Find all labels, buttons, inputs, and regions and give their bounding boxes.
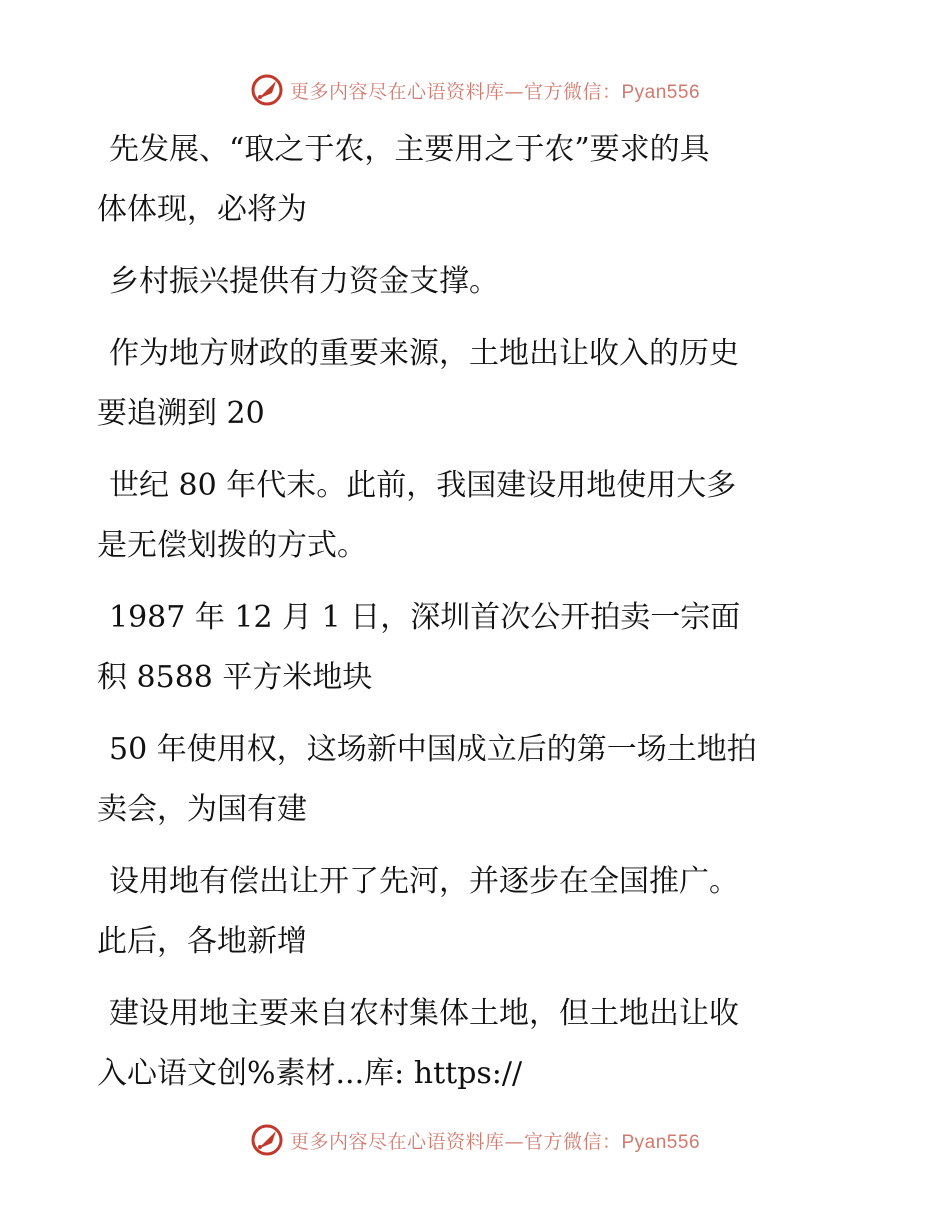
banner-text: 更多内容尽在心语资料库—官方微信：Pyan556 xyxy=(289,80,701,103)
text-line: 设用地有偿出让开了先河，并逐步在全国推广。 xyxy=(109,864,739,899)
quill-logo-icon xyxy=(250,73,284,107)
text-line: 要追溯到 20 xyxy=(97,396,265,431)
paragraph xyxy=(97,324,857,444)
text-line: 卖会，为国有建 xyxy=(97,792,307,827)
header-banner xyxy=(0,70,950,110)
text-line: 乡村振兴提供有力资金支撑。 xyxy=(109,264,499,299)
text-line: 作为地方财政的重要来源，土地出让收入的历史 xyxy=(109,336,739,371)
text-line: 积 8588 平方米地块 xyxy=(97,660,373,695)
text-line: 建设用地主要来自农村集体土地，但土地出让收 xyxy=(109,996,739,1031)
quill-logo-icon xyxy=(250,1123,284,1157)
text-line: 1987 年 12 月 1 日，深圳首次公开拍卖一宗面 xyxy=(109,600,741,635)
paragraph xyxy=(97,720,857,840)
paragraph xyxy=(97,852,857,972)
paragraph xyxy=(97,252,857,312)
text-line: 体体现，必将为 xyxy=(97,192,307,227)
paragraph xyxy=(97,456,857,576)
paragraph xyxy=(97,120,857,240)
paragraph xyxy=(97,588,857,708)
text-line: 世纪 80 年代末。此前，我国建设用地使用大多 xyxy=(109,468,737,503)
text-line: 先发展、“取之于农，主要用之于农”要求的具 xyxy=(109,132,710,167)
paragraph xyxy=(97,984,857,1104)
text-line: 是无偿划拨的方式。 xyxy=(97,528,367,563)
body-text xyxy=(97,120,857,1104)
text-line: 此后，各地新增 xyxy=(97,924,307,959)
banner-text: 更多内容尽在心语资料库—官方微信：Pyan556 xyxy=(289,1130,701,1153)
footer-banner xyxy=(0,1120,950,1160)
text-line: 入心语文创%素材...库: https:// xyxy=(97,1056,523,1091)
text-line: 50 年使用权，这场新中国成立后的第一场土地拍 xyxy=(109,732,757,767)
